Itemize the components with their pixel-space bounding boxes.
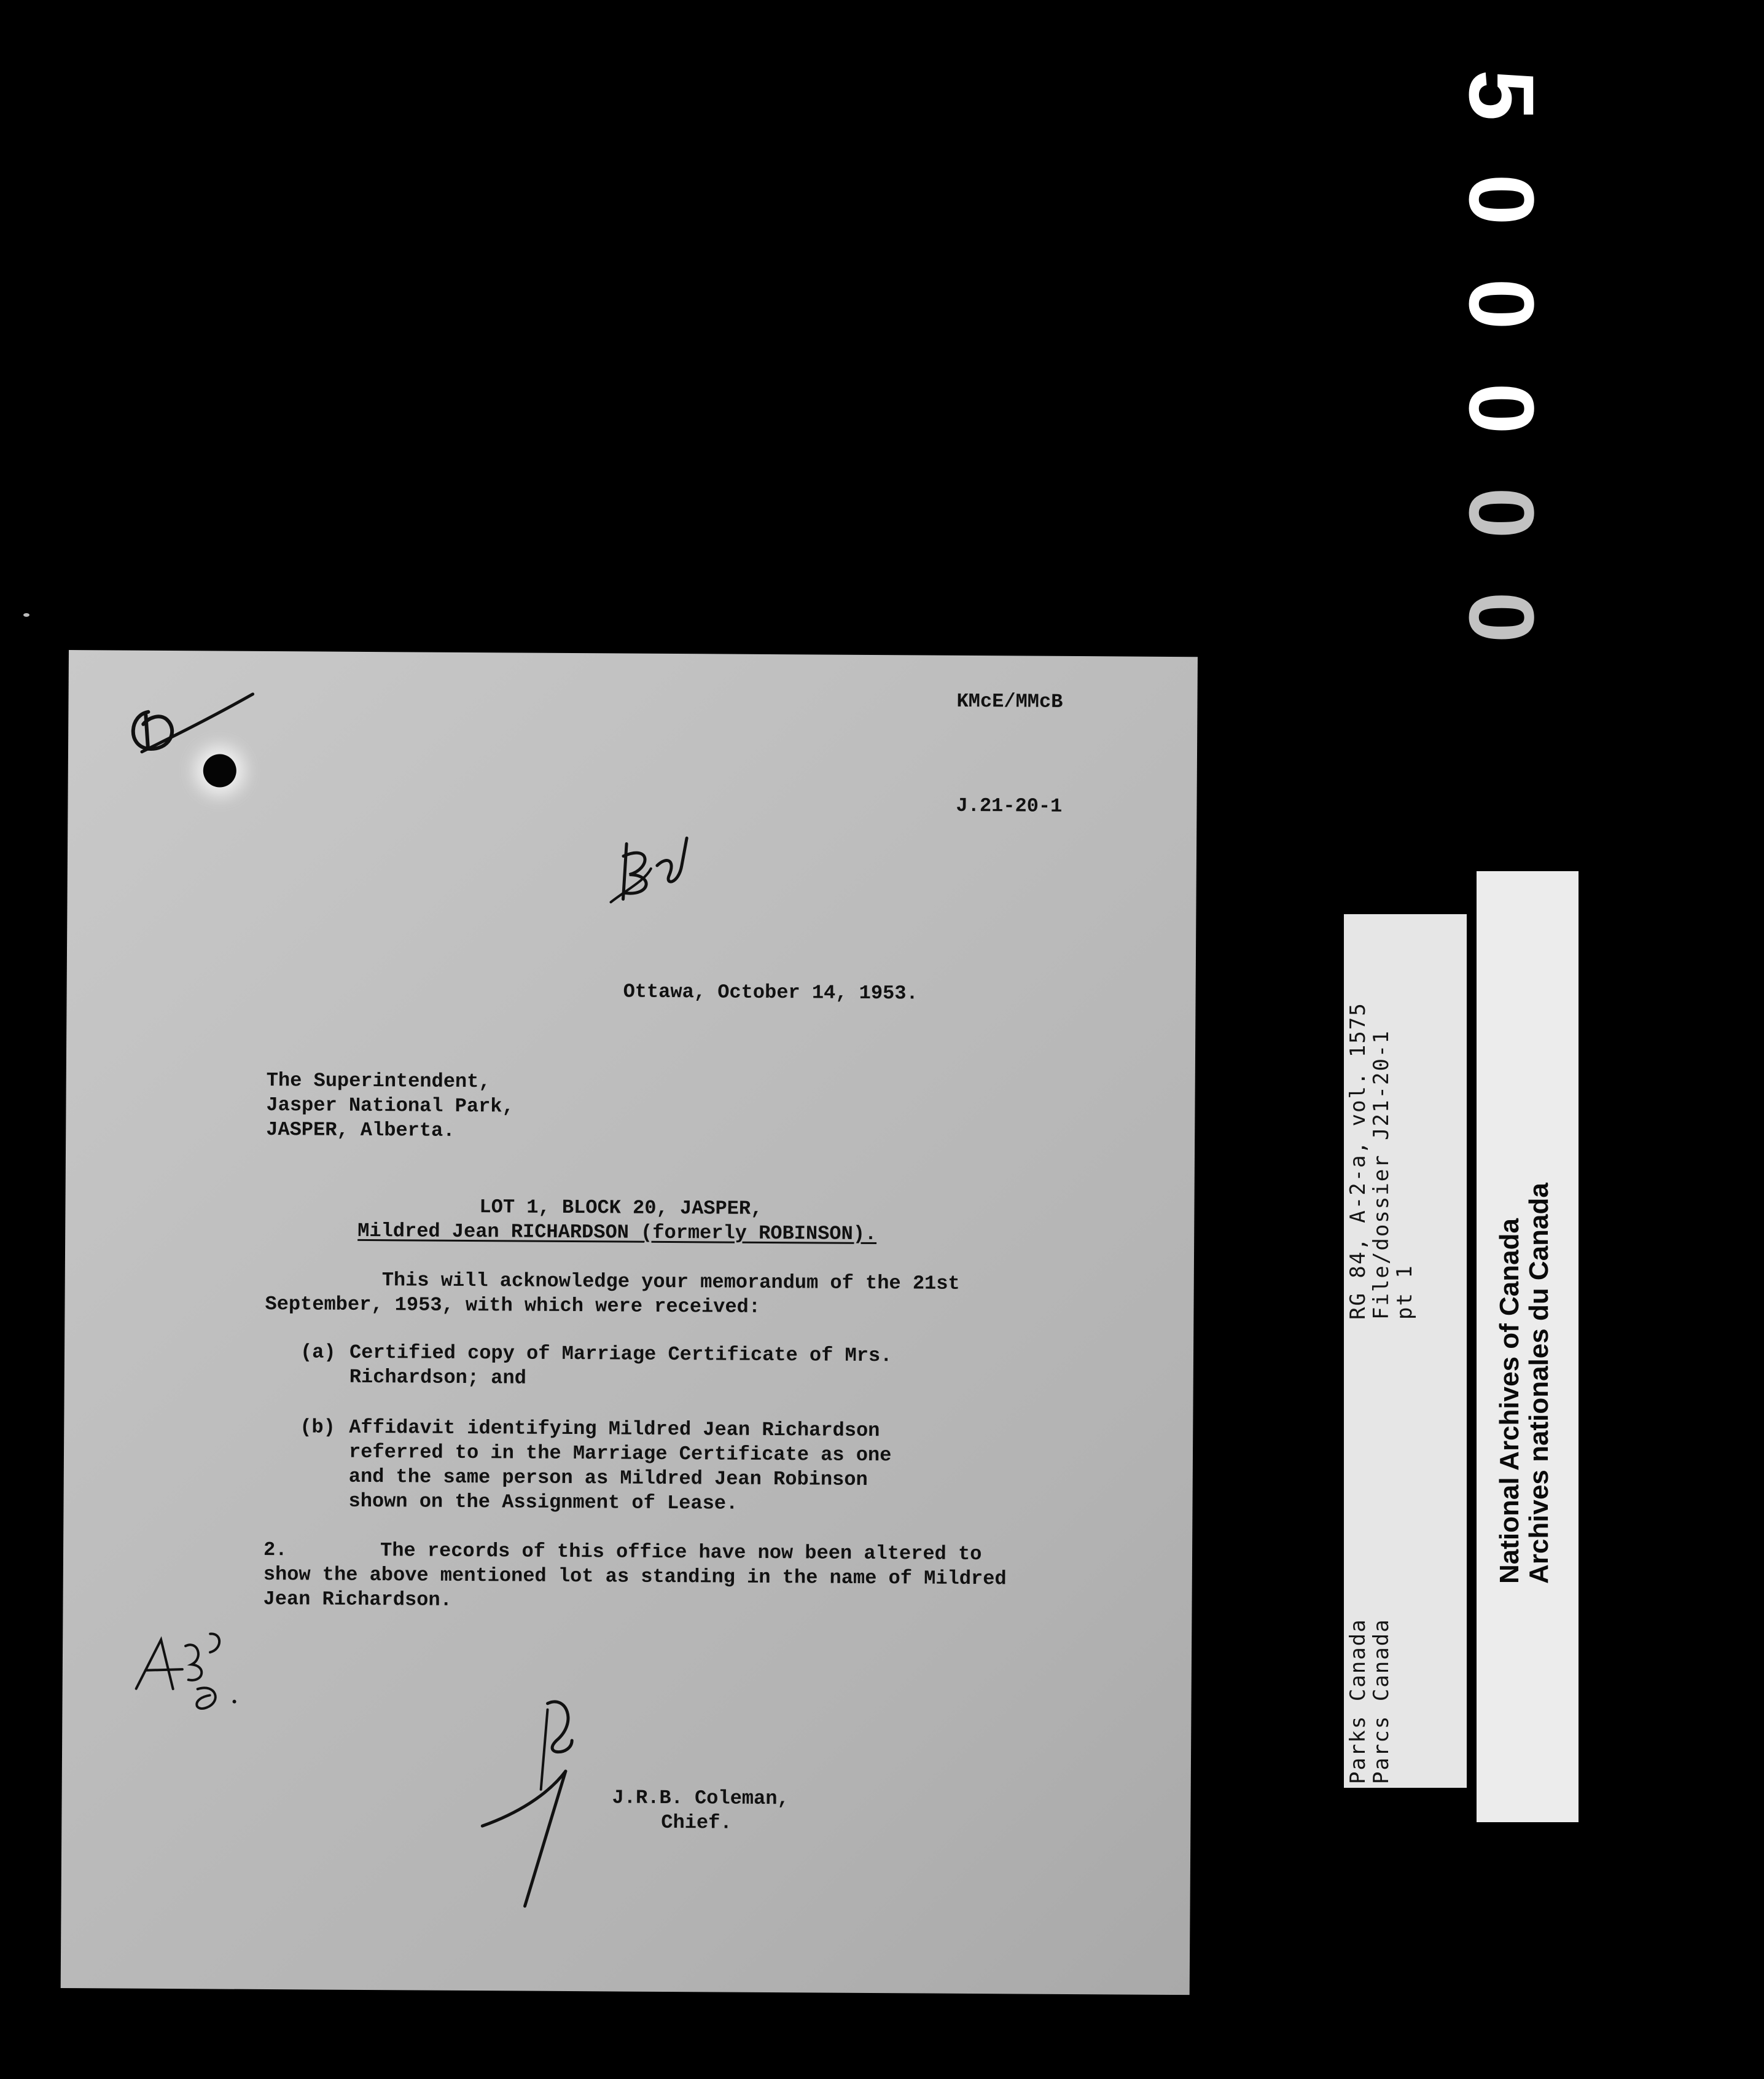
handwritten-initials (607, 831, 700, 912)
subject-line: LOT 1, BLOCK 20, JASPER, (479, 1196, 763, 1220)
archive-reference-line: pt 1 (1392, 1264, 1417, 1320)
film-speck (23, 613, 29, 617)
item-b-line: shown on the Assignment of Lease. (348, 1489, 738, 1515)
institution-label (1477, 871, 1579, 1822)
archive-reference-label (1344, 914, 1467, 1788)
reference-initials: KMcE/MMcB (956, 689, 1063, 713)
frame-number (1450, 49, 1554, 651)
archive-reference-line: File/dossier J21-20-1 (1369, 1030, 1394, 1320)
frame-digit: 0 (1450, 487, 1553, 539)
paragraph-2-line: Jean Richardson. (263, 1587, 452, 1611)
item-b-line: referred to in the Marriage Certificate as one (348, 1440, 892, 1467)
signatory-title: Chief. (661, 1811, 732, 1834)
intro-line: This will acknowledge your memorandum of the 21st (381, 1269, 960, 1295)
frame-digit: 0 (1450, 278, 1553, 330)
institution-name: Archives nationales du Canada (1524, 1183, 1554, 1584)
signatory-name: J.R.B. Coleman, (612, 1786, 789, 1811)
item-b-marker: (b) (300, 1415, 336, 1439)
handwritten-check-mark (105, 687, 265, 768)
letter-page (61, 650, 1198, 1995)
institution-name: National Archives of Canada (1494, 1218, 1524, 1584)
item-a-line: Certified copy of Marriage Certificate of Mrs. (349, 1341, 892, 1368)
item-b-line: and the same person as Mildred Jean Robinson (348, 1465, 868, 1491)
frame-digit: 0 (1450, 383, 1553, 434)
paragraph-2-line: show the above mentioned lot as standing in the name of Mildred (263, 1562, 1007, 1591)
file-reference: J.21-20-1 (956, 794, 1063, 818)
addressee-line: Jasper National Park, (266, 1093, 514, 1118)
item-a-marker: (a) (300, 1341, 336, 1364)
frame-digit: 0 (1450, 174, 1553, 225)
item-a-line: Richardson; and (349, 1365, 526, 1390)
archive-reference-line: RG 84, A-2-a, vol. 1575 (1346, 1002, 1370, 1320)
item-b-line: Affidavit identifying Mildred Jean Richardson (349, 1415, 880, 1443)
paragraph-2-line: The records of this office have now been altered to (380, 1539, 982, 1566)
archive-source-line: Parks Canada (1346, 1618, 1370, 1784)
addressee-line: The Superintendent, (266, 1068, 491, 1094)
addressee-line: JASPER, Alberta. (266, 1118, 455, 1142)
intro-line: September, 1953, with which were received: (265, 1292, 761, 1318)
frame-digit: 0 (1450, 592, 1553, 643)
date-line: Ottawa, October 14, 1953. (623, 980, 918, 1005)
paragraph-number: 2. (263, 1538, 287, 1562)
handwritten-margin-note (123, 1621, 247, 1726)
frame-digit: 5 (1450, 69, 1553, 121)
archive-source-line: Parcs Canada (1369, 1618, 1394, 1784)
subject-line-underlined: Mildred Jean RICHARDSON (formerly ROBINSON). (357, 1219, 877, 1246)
